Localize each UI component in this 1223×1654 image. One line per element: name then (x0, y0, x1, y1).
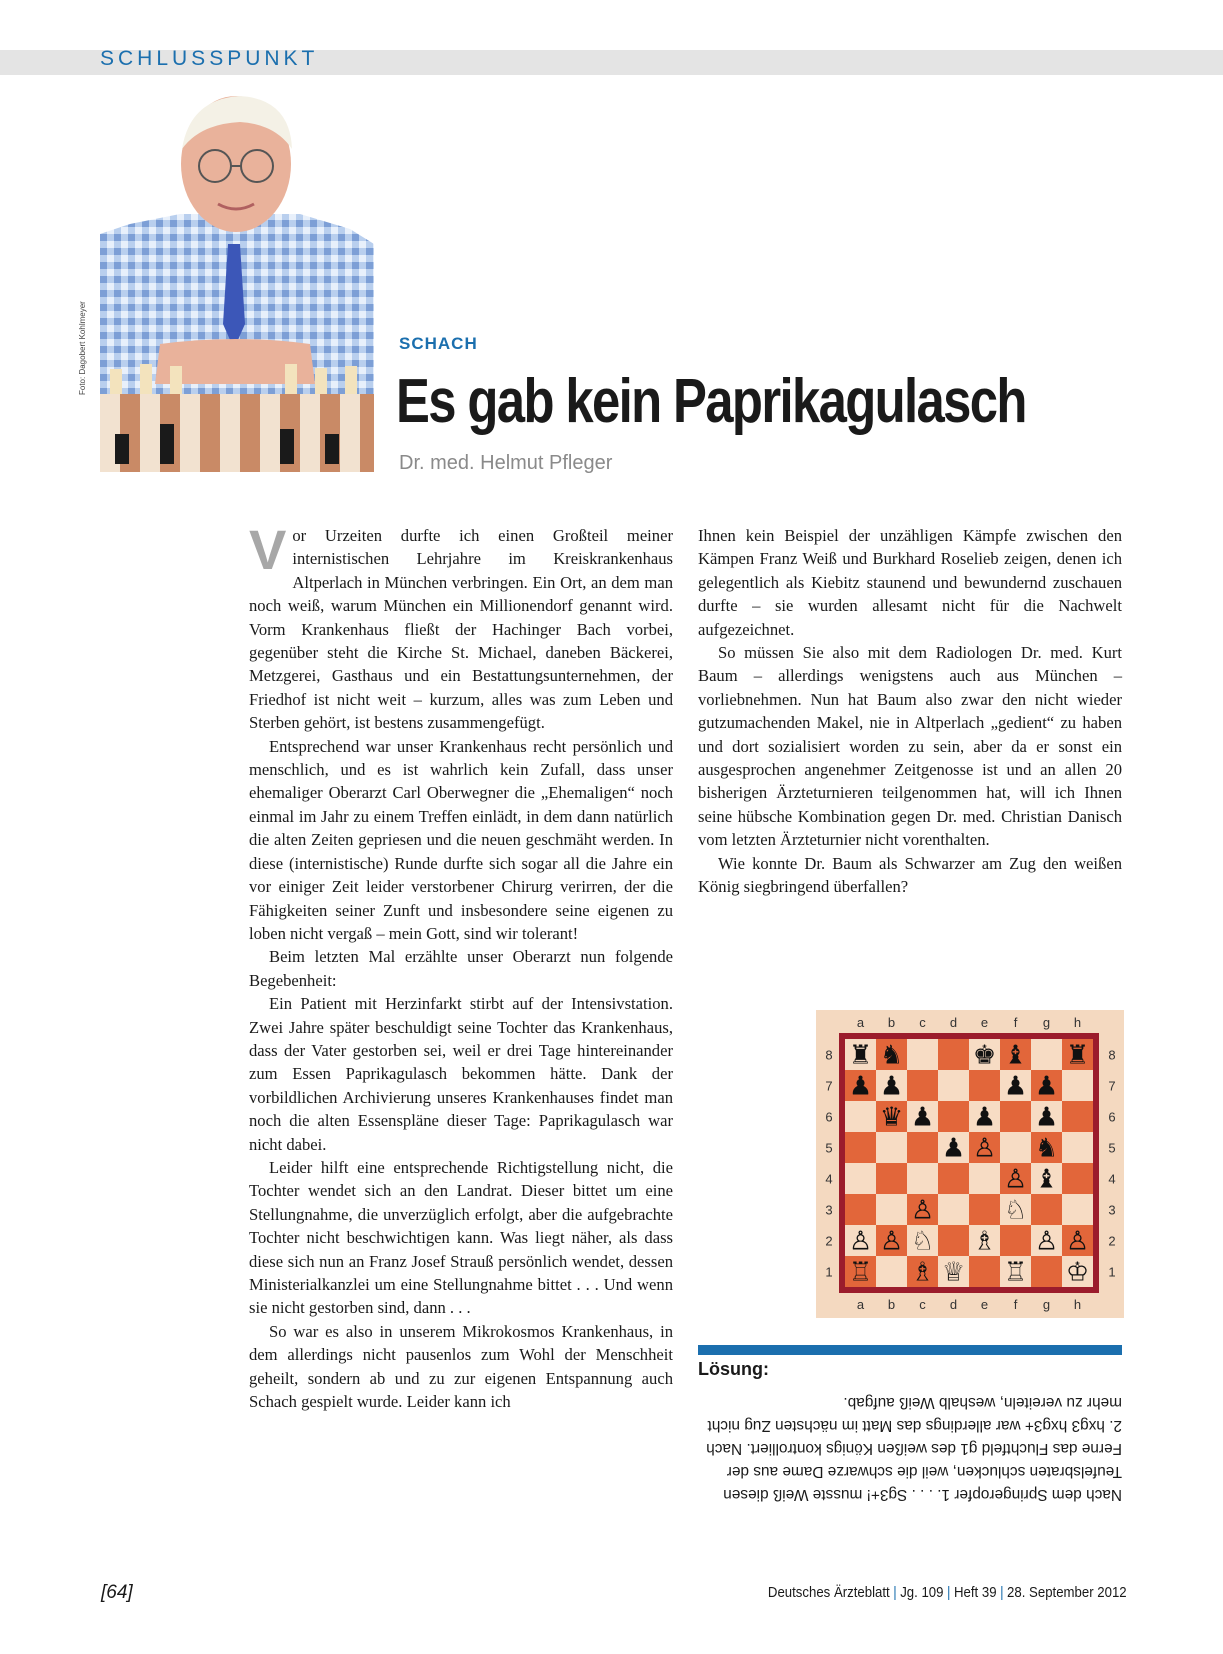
article-author: Dr. med. Helmut Pfleger (399, 452, 613, 474)
footer-citation: Deutsches Ärzteblatt | Jg. 109 | Heft 39 | 28. September 2012 (768, 1584, 1127, 1601)
file-label-bottom: c (919, 1297, 926, 1312)
board-square-a6 (845, 1101, 876, 1132)
paragraph: So müssen Sie also mit dem Radiologen Dr. med. Kurt Baum – allerdings wenigstens auch aus München – vorliebnehmen. Nun hat Baum also zwar den nicht wieder gutzumachenden Makel, nie in Altperlach „gedient“ zu haben und dort sozialisiert worden zu sein, aber da er sonst ein ausgesprochen angenehmer Zeitgenosse ist und an allen 20 bisherigen Ärzteturnieren teilgenommen hat, will ich Ihnen seine hübsche Kombination gegen Dr. med. Christian Danisch vom letzten Ärzteturnier nicht vorenthalten. (698, 643, 1122, 850)
solution-line: Nach dem Springeropfer 1. . . . Sg3+! musste Weiß diesen (723, 1486, 1122, 1503)
chess-piece-f1: ♖ (1003, 1257, 1028, 1288)
solution-divider (698, 1345, 1122, 1355)
chess-piece-a7: ♟ (848, 1071, 873, 1102)
rank-label-left: 5 (825, 1140, 833, 1156)
file-label-bottom: e (980, 1297, 989, 1312)
rank-label-right: 6 (1108, 1109, 1116, 1125)
drop-cap: V (249, 518, 287, 581)
board-square-g8 (1031, 1039, 1062, 1070)
file-label-top: a (856, 1015, 865, 1030)
board-square-f5 (1000, 1132, 1031, 1163)
chess-piece-e5: ♙ (972, 1133, 997, 1164)
file-label-top: e (980, 1015, 989, 1030)
board-square-c4 (907, 1163, 938, 1194)
chess-piece-a8: ♜ (848, 1040, 873, 1071)
chess-piece-b6: ♛ (879, 1102, 904, 1133)
board-square-a5 (845, 1132, 876, 1163)
board-square-a3 (845, 1194, 876, 1225)
solution-line: Teufelsbraten schlucken, weil die schwarze Dame aus der (726, 1463, 1122, 1480)
chess-piece-c6: ♟ (910, 1102, 935, 1133)
file-label-bottom: a (856, 1297, 865, 1312)
board-square-g1 (1031, 1256, 1062, 1287)
rank-label-left: 2 (825, 1233, 833, 1249)
rank-label-right: 2 (1108, 1233, 1116, 1249)
board-square-e3 (969, 1194, 1000, 1225)
board-square-d3 (938, 1194, 969, 1225)
chess-piece-c1: ♗ (910, 1257, 935, 1288)
board-square-d6 (938, 1101, 969, 1132)
chess-diagram (816, 1010, 1124, 1318)
board-square-b4 (876, 1163, 907, 1194)
chess-piece-a1: ♖ (848, 1257, 873, 1288)
board-square-h5 (1062, 1132, 1093, 1163)
chess-piece-d1: ♕ (941, 1257, 966, 1288)
chess-piece-f7: ♟ (1003, 1071, 1028, 1102)
rank-label-left: 6 (825, 1109, 833, 1125)
chess-piece-d5: ♟ (941, 1133, 966, 1164)
rank-label-right: 7 (1108, 1078, 1116, 1094)
rank-label-right: 3 (1108, 1202, 1116, 1218)
solution-label: Lösung: (698, 1359, 769, 1379)
chess-board (816, 1010, 1124, 1318)
chess-piece-c3: ♙ (910, 1195, 935, 1226)
solution-line: 2. hxg3 hxg3+ war allerdings das Matt im nächsten Zug nicht (707, 1417, 1122, 1434)
chess-piece-b7: ♟ (879, 1071, 904, 1102)
journal-name: Deutsches Ärzteblatt (768, 1584, 891, 1601)
solution-line: Ferne das Fluchtfeld g1 des weißen Königs kontrolliert. Nach (706, 1440, 1122, 1457)
rank-label-right: 8 (1108, 1047, 1116, 1063)
board-square-h7 (1062, 1070, 1093, 1101)
rank-label-left: 7 (825, 1078, 833, 1094)
chess-piece-h2: ♙ (1065, 1226, 1090, 1257)
rank-label-left: 8 (825, 1047, 833, 1063)
rank-label-left: 1 (825, 1264, 833, 1280)
paragraph: Leider hilft eine entsprechende Richtigstellung nicht, die Tochter wendet sich an den Landrat. Dieser bittet um eine Stellungnahme, die unverzüglich erfolgt, aber die aufgebrachte Tochter nicht beschwichtigen kann. Was liegt näher, als dass diese sich nun an Franz Josef Strauß persönlich wendet, dessen Ministerialkanzlei um eine Stellungnahme bittet . . . Und wenn sie nicht gestorben sind, dann . . . (249, 1157, 673, 1318)
paragraph: So war es also in unserem Mikrokosmos Krankenhaus, in dem allerdings nicht pausenlos zum Wohl der Menschheit geheilt, sondern ab und zu zur eigenen Entspannung auch Schach gespielt wurde. Leider kann ich (249, 1321, 673, 1412)
paragraph: Vor Urzeiten durfte ich einen Großteil meiner internistischen Lehrjahre im Kreiskrankenhaus Altperlach in München verbringen. Ein Ort, an dem man noch weiß, warum München ein Millionendorf genannt wird. Vorm Krankenhaus fließt der Hachinger Bach vorbei, gegenüber steht die Kirche St. Michael, daneben Bäckerei, Metzgerei, Gasthaus und ein Bestattungsunternehmen, der Friedhof ist nicht weit – kurzum, alles was zum Leben und Sterben gehört, ist bestens zusammengefügt. (249, 518, 673, 733)
board-square-h4 (1062, 1163, 1093, 1194)
journal-issue: Heft 39 (954, 1584, 997, 1601)
chess-piece-f4: ♙ (1003, 1164, 1028, 1195)
board-square-e1 (969, 1256, 1000, 1287)
chess-piece-e8: ♚ (972, 1040, 997, 1071)
section-label: SCHLUSSPUNKT (100, 47, 319, 70)
chess-piece-e6: ♟ (972, 1102, 997, 1133)
file-label-top: c (919, 1015, 926, 1030)
journal-volume: Jg. 109 (900, 1584, 944, 1601)
file-label-top: g (1042, 1015, 1051, 1030)
chess-piece-f3: ♘ (1003, 1195, 1028, 1226)
board-square-d4 (938, 1163, 969, 1194)
chess-piece-f8: ♝ (1003, 1040, 1028, 1071)
board-square-c7 (907, 1070, 938, 1101)
board-square-b3 (876, 1194, 907, 1225)
solution-text-upside-down (698, 1382, 1122, 1506)
paragraph: Ihnen kein Beispiel der unzähligen Kämpfe zwischen den Kämpen Franz Weiß und Burkhard Roselieb zeigen, denen ich gelegentlich als Kiebitz staunend und bewundernd zuschauen durfte – sie wurden allesamt nicht für die Nachwelt aufgezeichnet. (698, 526, 1122, 639)
file-label-bottom: g (1042, 1297, 1051, 1312)
chess-piece-e2: ♗ (972, 1226, 997, 1257)
paragraph: Entsprechend war unser Krankenhaus recht persönlich und menschlich, und es ist wahrlich kein Zufall, dass unser ehemaliger Oberarzt Carl Oberwegner die „Ehemaligen“ noch einmal im Jahr zu einem Treffen einlädt, in dem dann natürlich die alten Zeiten gepriesen und die neuen geschmäht werden. In diese (internistische) Runde durfte sich sogar all die Jahre ein vor einiger Zeit leider verstorbener Chirurg verirren, der die Fähigkeiten seiner Zunft und insbesondere seine eigenen zu loben nicht vergaß – mein Gott, sind wir tolerant! (249, 736, 673, 943)
rank-label-right: 4 (1108, 1171, 1116, 1187)
article-column-2 (698, 524, 1122, 899)
chess-piece-c2: ♘ (910, 1226, 935, 1257)
board-square-h6 (1062, 1101, 1093, 1132)
board-square-g3 (1031, 1194, 1062, 1225)
board-square-c8 (907, 1039, 938, 1070)
file-label-bottom: b (887, 1297, 896, 1312)
chess-piece-h8: ♜ (1065, 1040, 1090, 1071)
board-square-e4 (969, 1163, 1000, 1194)
chess-piece-g4: ♝ (1034, 1164, 1059, 1195)
chess-piece-b8: ♞ (879, 1040, 904, 1071)
file-label-bottom: d (949, 1297, 958, 1312)
solution-line: mehr zu vereiteln, weshalb Weiß aufgab. (843, 1394, 1122, 1411)
rank-label-left: 3 (825, 1202, 833, 1218)
author-photo (100, 94, 374, 472)
chess-piece-b2: ♙ (879, 1226, 904, 1257)
article-kicker: SCHACH (399, 334, 478, 353)
article-title: Es gab kein Paprikagulasch (396, 367, 1026, 436)
file-label-top: d (949, 1015, 958, 1030)
rank-label-left: 4 (825, 1171, 833, 1187)
board-square-e7 (969, 1070, 1000, 1101)
page-number: [64] (101, 1582, 133, 1603)
chess-piece-g2: ♙ (1034, 1226, 1059, 1257)
file-label-bottom: h (1073, 1297, 1082, 1312)
board-square-d8 (938, 1039, 969, 1070)
board-square-b5 (876, 1132, 907, 1163)
board-square-d2 (938, 1225, 969, 1256)
journal-date: 28. September 2012 (1007, 1584, 1127, 1601)
paragraph: Beim letzten Mal erzählte unser Oberarzt nun folgende Begebenheit: (249, 947, 673, 990)
chess-piece-g5: ♞ (1034, 1133, 1059, 1164)
file-label-top: b (887, 1015, 896, 1030)
board-square-a4 (845, 1163, 876, 1194)
board-square-c5 (907, 1132, 938, 1163)
chess-piece-a2: ♙ (848, 1226, 873, 1257)
rank-label-right: 5 (1108, 1140, 1116, 1156)
chess-piece-h1: ♔ (1065, 1257, 1090, 1288)
file-label-top: f (1013, 1015, 1018, 1030)
chess-piece-g6: ♟ (1034, 1102, 1059, 1133)
paragraph: Wie konnte Dr. Baum als Schwarzer am Zug den weißen König siegbringend überfallen? (698, 853, 1122, 897)
rank-label-right: 1 (1108, 1264, 1116, 1280)
paragraph: Ein Patient mit Herzinfarkt stirbt auf der Intensivstation. Zwei Jahre später beschuldigt seine Tochter das Krankenhaus, dass der Vater gestorben sei, weil er drei Tage hintereinander zum Essen Paprikagulasch bekommen hätte. Dank der vorbildlichen Archivierung unseres Krankenhauses findet man noch die alten Essenspläne dieser Tage: Paprikagulasch war nicht dabei. (249, 994, 673, 1154)
board-square-h3 (1062, 1194, 1093, 1225)
board-square-d7 (938, 1070, 969, 1101)
board-square-f2 (1000, 1225, 1031, 1256)
board-square-b1 (876, 1256, 907, 1287)
article-column-1 (249, 518, 673, 1413)
file-label-bottom: f (1013, 1297, 1018, 1312)
chess-piece-g7: ♟ (1034, 1071, 1059, 1102)
photo-credit: Foto: Dagobert Kohlmeyer (78, 301, 87, 395)
board-square-f6 (1000, 1101, 1031, 1132)
file-label-top: h (1073, 1015, 1082, 1030)
